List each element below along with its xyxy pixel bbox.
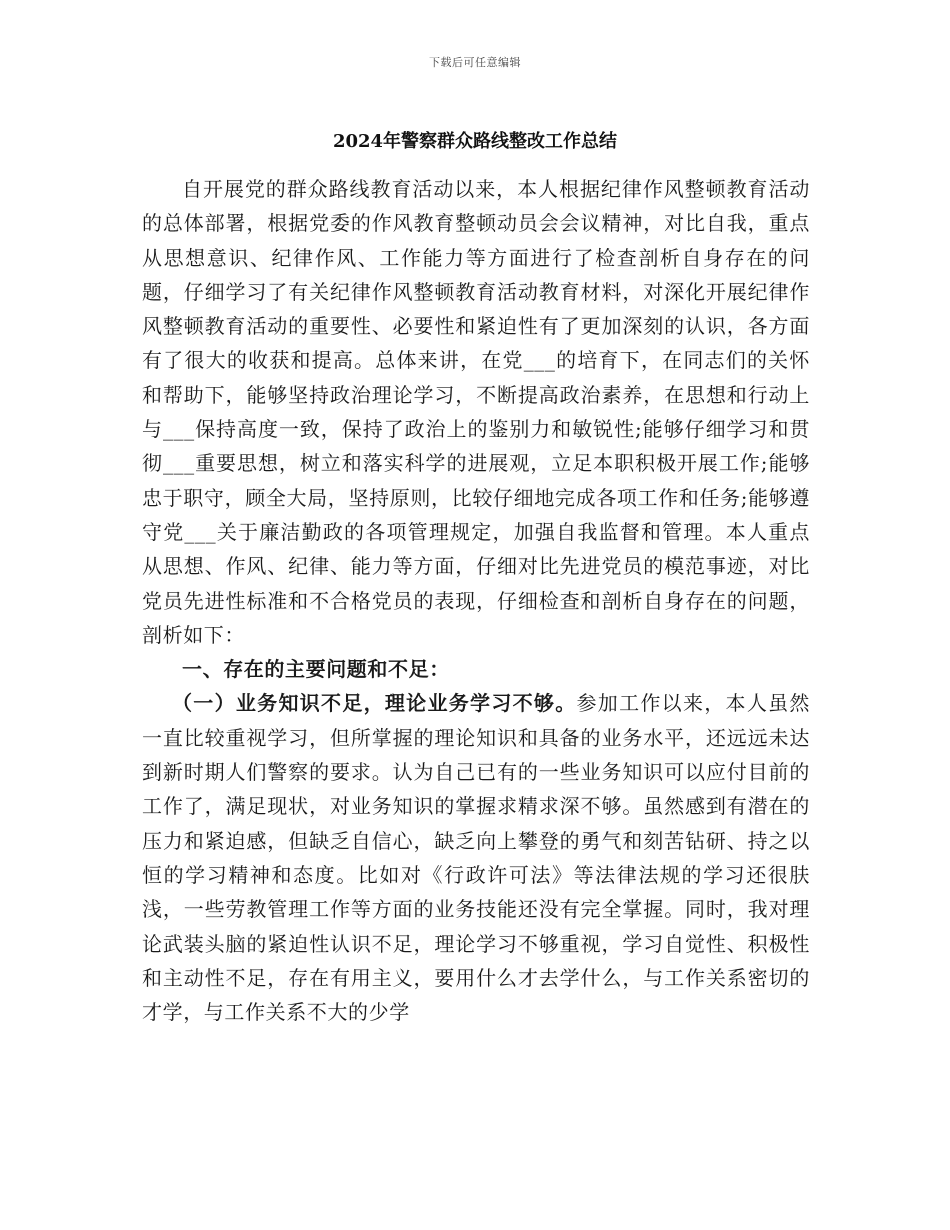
subsection-one-body: 参加工作以来，本人虽然一直比较重视学习，但所掌握的理论知识和具备的业务水平，还远远未达到新时期人们警察的要求。认为自己已有的一些业务知识可以应付目前的工作了，满足现状，对业务知识的掌握求精求深不够。虽然感到有潜在的压力和紧迫感，但缺乏自信心，缺乏向上攀登的勇气和刻苦钻研、持之以恒的学习精神和态度。比如对《行政许可法》等法律法规的学习还很肤浅，一些劳教管理工作等方面的业务技能还没有完全掌握。同时，我对理论武装头脑的紧迫性认识不足，理论学习不够重视，学习自觉性、积极性和主动性不足，存在有用主义，要用什么才去学什么，与工作关系密切的才学，与工作关系不大的少学 bbox=[142, 691, 810, 1025]
document-body bbox=[142, 172, 810, 1029]
subsection-one-paragraph bbox=[142, 686, 810, 1029]
header-note: 下载后可任意编辑 bbox=[429, 56, 521, 69]
document-title: 2024年警察群众路线整改工作总结 bbox=[332, 131, 618, 152]
subsection-one-heading: （一）业务知识不足，理论业务学习不够。 bbox=[172, 691, 577, 716]
intro-paragraph: 自开展党的群众路线教育活动以来，本人根据纪律作风整顿教育活动的总体部署，根据党委的作风教育整顿动员会会议精神，对比自我，重点从思想意识、纪律作风、工作能力等方面进行了检查剖析自身存在的问题，仔细学习了有关纪律作风整顿教育活动教育材料，对深化开展纪律作风整顿教育活动的重要性、必要性和紧迫性有了更加深刻的认识，各方面有了很大的收获和提高。总体来讲，在党___的培育下，在同志们的关怀和帮助下，能够坚持政治理论学习，不断提高政治素养，在思想和行动上与___保持高度一致，保持了政治上的鉴别力和敏锐性;能够仔细学习和贯彻___重要思想，树立和落实科学的进展观，立足本职积极开展工作;能够忠于职守，顾全大局，坚持原则，比较仔细地完成各项工作和任务;能够遵守党___关于廉洁勤政的各项管理规定，加强自我监督和管理。本人重点从思想、作风、纪律、能力等方面，仔细对比先进党员的模范事迹，对比党员先进性标准和不合格党员的表现，仔细检查和剖析自身存在的问题，剖析如下： bbox=[142, 177, 810, 647]
section-one-heading: 一、存在的主要问题和不足： bbox=[182, 657, 450, 682]
